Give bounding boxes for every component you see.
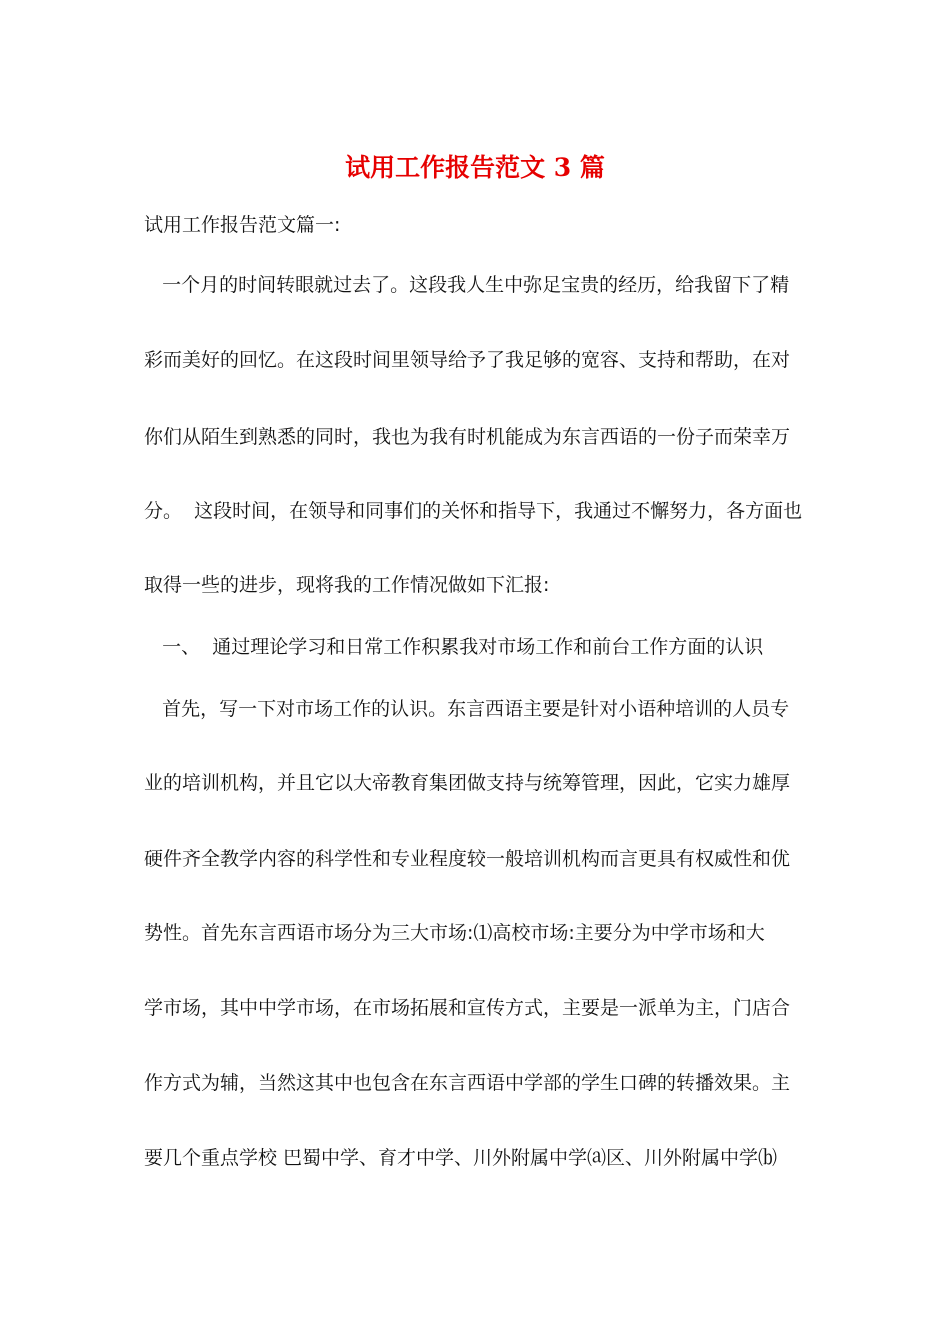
text-line: 你们从陌生到熟悉的同时，我也为我有时机能成为东言西语的一份子而荣幸万 [144,426,791,448]
document-title: 试用工作报告范文 3 篇 [345,153,605,182]
text-line: 一个月的时间转眼就过去了。这段我人生中弥足宝贵的经历，给我留下了精 [144,274,790,296]
text-line: 试用工作报告范文篇一: [144,214,341,236]
text-line: 取得一些的进步，现将我的工作情况做如下汇报: [144,574,550,596]
text-line: 势性。首先东言西语市场分为三大市场:⑴高校市场:主要分为中学市场和大 [144,922,765,944]
text-line: 彩而美好的回忆。在这段时间里领导给予了我足够的宽容、支持和帮助，在对 [144,349,791,371]
text-line: 分。 这段时间，在领导和同事们的关怀和指导下，我通过不懈努力，各方面也 [144,500,803,522]
text-line: 要几个重点学校 巴蜀中学、育才中学、川外附属中学⒜区、川外附属中学⒝ [144,1147,778,1169]
section-heading: 一、 通过理论学习和日常工作积累我对市场工作和前台工作方面的认识 [144,636,764,658]
text-line: 首先，写一下对市场工作的认识。东言西语主要是针对小语种培训的人员专 [144,698,790,720]
text-line: 业的培训机构，并且它以大帝教育集团做支持与统筹管理，因此，它实力雄厚 [144,772,791,794]
text-line: 硬件齐全教学内容的科学性和专业程度较一般培训机构而言更具有权威性和优 [144,848,791,870]
text-line: 作方式为辅，当然这其中也包含在东言西语中学部的学生口碑的转播效果。主 [144,1072,791,1094]
text-line: 学市场，其中中学市场，在市场拓展和宣传方式，主要是一派单为主，门店合 [144,997,791,1019]
